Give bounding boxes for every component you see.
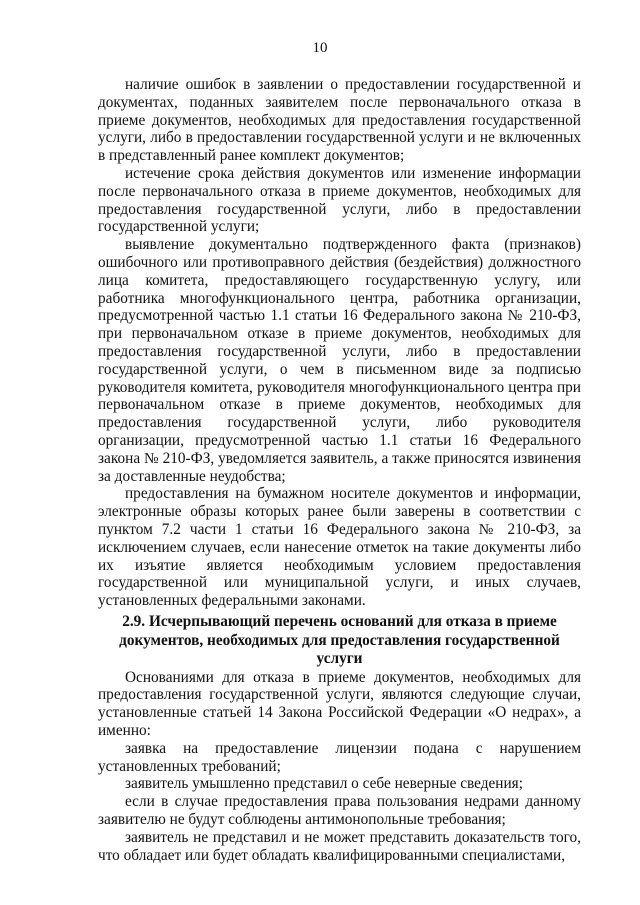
paragraph-expired-documents: истечение срока действия документов или изменение информации после первоначального отказа в приеме документов, необходимых для предоставления государственной услуги, либо в предоставлении государственной услуги;	[98, 164, 581, 236]
paragraph-paper-documents: предоставления на бумажном носителе документов и информации, электронные образы которых ранее были заверены в соответствии с пунктом 7.2 части 1 статьи 16 Федерального закона № 210-ФЗ, за исключением случаев, если нанесение отметок на такие документы либо их изъятие является необходимым условием предоставления государственной или муниципальной услуги, и иных случаев, установленных федеральными законами.	[98, 485, 581, 610]
refusal-ground-item: заявка на предоставление лицензии подана с нарушением установленных требований;	[98, 739, 581, 775]
document-body	[98, 76, 581, 864]
refusal-ground-item: если в случае предоставления права пользования недрами данному заявителю не будут соблюдены антимонопольные требования;	[98, 793, 581, 829]
paragraph-errors-in-application: наличие ошибок в заявлении о предоставлении государственной и документах, поданных заявителем после первоначального отказа в приеме документов, необходимых для предоставления государственной услуги, либо в предоставлении государственной услуги и не включенных в представленный ранее комплект документов;	[98, 76, 581, 165]
refusal-ground-item: заявитель не представил и не может представить доказательств того, что обладает или будет обладать квалифицированными специалистами,	[98, 828, 581, 864]
paragraph-official-error: выявление документально подтвержденного факта (признаков) ошибочного или противоправного действия (бездействия) должностного лица комитета, предоставляющего государственную услугу, или работника многофункционального центра, работника организации, предусмотренной частью 1.1 статьи 16 Федерального закона № 210-ФЗ, при первоначальном отказе в приеме документов, необходимых для предоставления государственной услуги, либо в предоставлении государственной услуги, о чем в письменном виде за подписью руководителя комитета, руководителя многофункционального центра при первоначальном отказе в приеме документов, необходимых для предоставления государственной услуги, либо руководителя организации, предусмотренной частью 1.1 статьи 16 Федерального закона № 210-ФЗ, уведомляется заявитель, а также приносятся извинения за доставленные неудобства;	[98, 236, 581, 485]
section-intro: Основаниями для отказа в приеме документов, необходимых для предоставления государственной услуги, являются следующие случаи, установленные статьей 14 Закона Российской Федерации «О недрах», а именно:	[98, 668, 581, 740]
section-heading: 2.9. Исчерпывающий перечень оснований для отказа в приеме документов, необходимых для предоставления государственной услуги	[119, 612, 560, 668]
refusal-ground-item: заявитель умышленно представил о себе неверные сведения;	[125, 775, 523, 793]
page-number: 10	[312, 40, 328, 56]
